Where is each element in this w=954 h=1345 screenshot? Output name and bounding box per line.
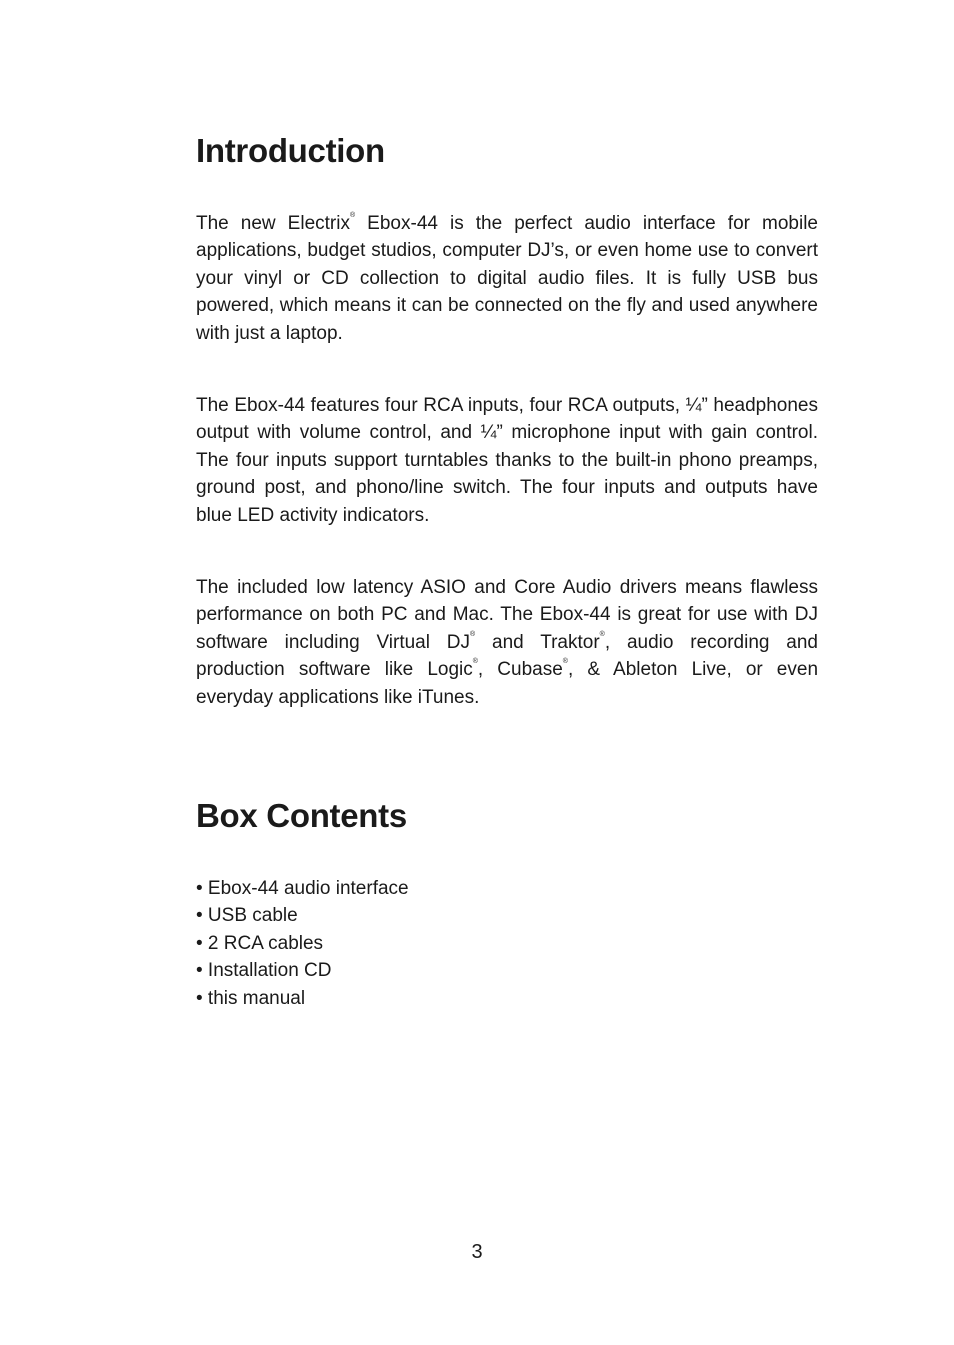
- registered-mark: ®: [599, 630, 605, 638]
- registered-mark: ®: [470, 630, 476, 638]
- list-item: • Ebox-44 audio interface: [196, 878, 409, 899]
- introduction-heading: Introduction: [196, 132, 385, 169]
- introduction-paragraph-3: [196, 574, 818, 711]
- list-item: • Installation CD: [196, 960, 332, 982]
- registered-mark: ®: [472, 658, 478, 666]
- p3-text-1: The included low latency ASIO and Core Audio drivers means flawless performance on both PC and Mac. The Ebox-44 is great for use with DJ software including Virtual DJ: [196, 577, 818, 653]
- introduction-paragraph-1: [196, 210, 818, 347]
- list-item: • this manual: [196, 987, 306, 1009]
- p3-text-4: , Cubase: [477, 659, 563, 681]
- registered-mark: ®: [562, 658, 568, 666]
- list-item: • 2 RCA cables: [196, 932, 324, 954]
- p3-text-3: , audio recording and production software like Logic: [196, 631, 818, 681]
- p3-text-5: , & Ableton Live, or even everyday applications like iTunes.: [196, 659, 819, 708]
- p1-text-start: The new Electrix: [196, 213, 350, 234]
- box-contents-list: [196, 875, 409, 1012]
- p3-text-2: and Traktor: [475, 631, 600, 653]
- box-contents-heading: Box Contents: [196, 797, 407, 834]
- list-item: • USB cable: [196, 905, 298, 927]
- registered-mark: ®: [349, 212, 356, 219]
- p1-text-rest: Ebox-44 is the perfect audio interface for mobile applications, budget studios, computer DJ’s, or even home use to convert your vinyl or CD collection to digital audio files. It is fully USB bus powered, which means it can be connected on the fly and used anywhere with just a laptop.: [196, 213, 818, 344]
- introduction-paragraph-2: The Ebox-44 features four RCA inputs, four RCA outputs, ¼” headphones output with volume control, and ¼” microphone input with gain control. The four inputs support turntables thanks to the built-in phono preamps, ground post, and phono/line switch. The four inputs and outputs have blue LED activity indicators.: [196, 395, 818, 526]
- page-number: 3: [471, 1241, 483, 1263]
